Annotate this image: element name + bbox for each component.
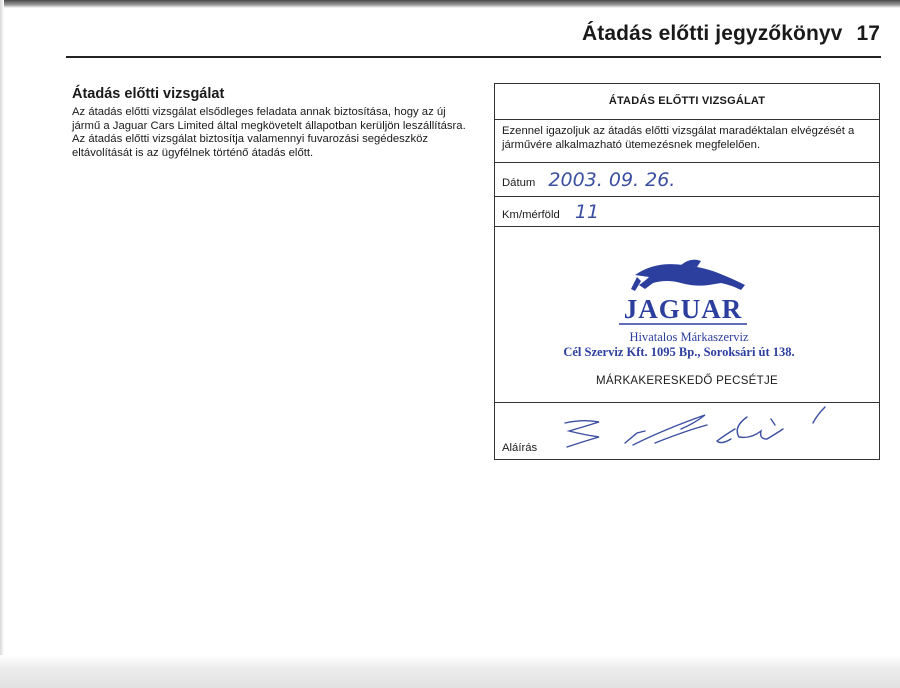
km-value: 11 (574, 201, 600, 223)
page-title: Átadás előtti jegyzőkönyv (582, 22, 843, 45)
stamp-line-1: Hivatalos Márkaszerviz (629, 330, 749, 344)
scan-top-shadow (0, 0, 900, 8)
handwritten-signature (495, 403, 879, 459)
date-label: Dátum (502, 177, 536, 189)
stamp-brand: JAGUAR (623, 294, 743, 324)
header-rule (66, 56, 881, 58)
signature-row (495, 403, 879, 459)
certification-text: Ezennel igazoljuk az átadás előtti vizsgálat maradéktalan elvégzését a járművére alkalmazható ütemezésnek megfelelően. (495, 120, 879, 163)
stamp-line-2: Cél Szerviz Kft. 1095 Bp., Soroksári út 138. (563, 345, 795, 359)
stamp-label: MÁRKAKERESKEDŐ PECSÉTJE (596, 375, 778, 387)
intro-section (72, 86, 472, 160)
km-label: Km/mérföld (502, 209, 560, 221)
section-heading: Átadás előtti vizsgálat (72, 86, 225, 102)
scan-bottom-shade (0, 655, 900, 688)
km-row (495, 197, 879, 227)
jaguar-leaper-icon (631, 260, 745, 291)
intro-paragraph-1: Az átadás előtti vizsgálat elsődleges feladata annak biztosítása, hogy az új jármű a Jaguar Cars Limited által megkövetelt állapotban kerüljön leszállításra. (72, 106, 466, 132)
dealer-stamp-area (495, 227, 879, 403)
date-row (495, 163, 879, 197)
scan-left-edge (0, 0, 4, 688)
date-value: 2003. 09. 26. (548, 169, 676, 191)
signature-label: Aláírás (502, 442, 538, 454)
page-header (582, 22, 880, 46)
intro-paragraph-2: Az átadás előtti vizsgálat biztosítja valamennyi fuvarozási segédeszköz eltávolítását is az ügyfélnek történő átadás előtt. (72, 133, 429, 159)
page-number: 17 (856, 22, 880, 45)
inspection-form (494, 83, 880, 460)
form-header: ÁTADÁS ELŐTTI VIZSGÁLAT (495, 84, 879, 120)
